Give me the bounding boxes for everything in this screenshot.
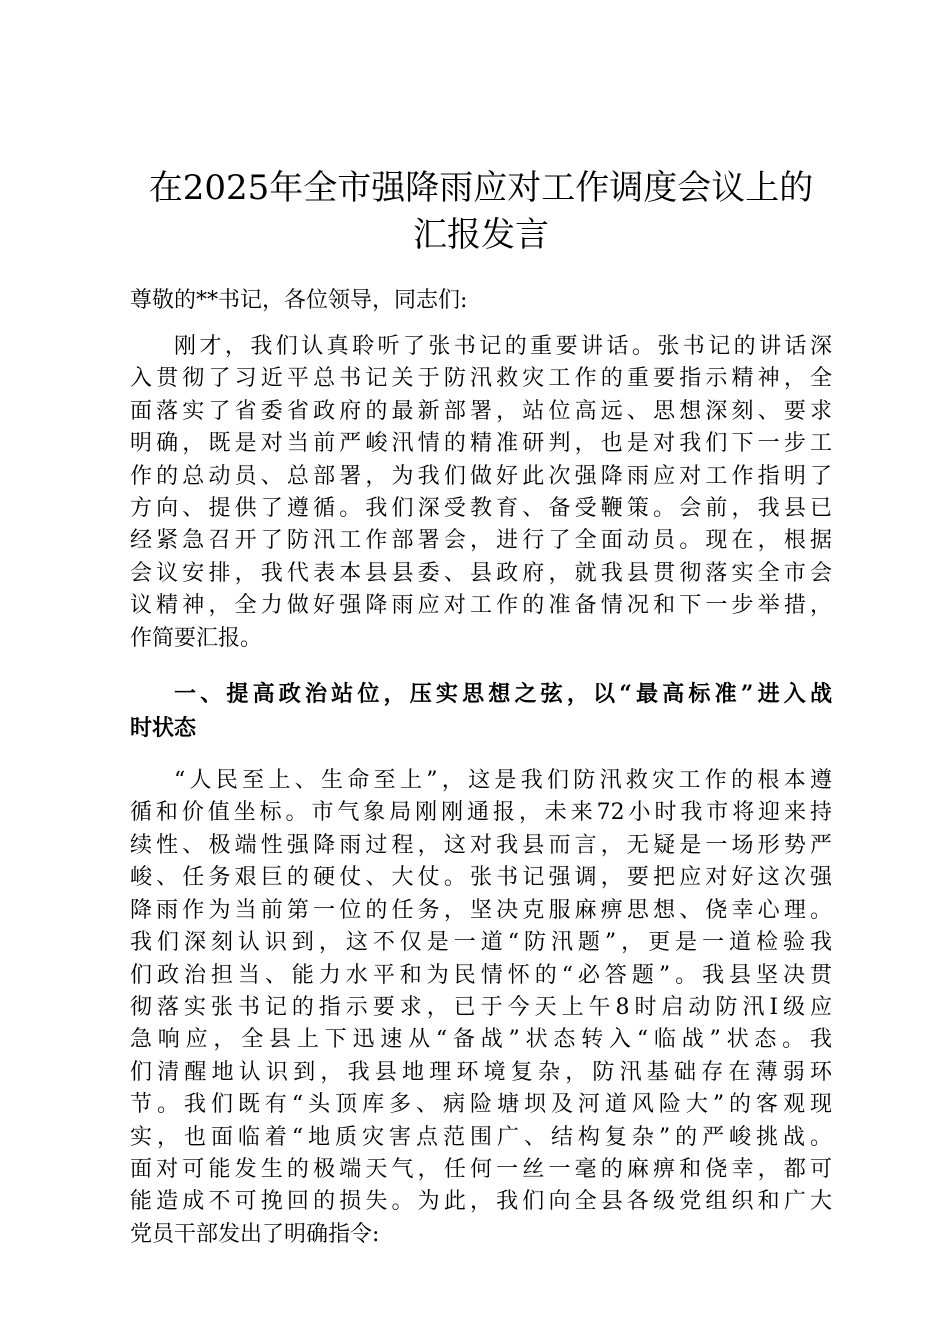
paragraph-line: 降雨作为当前第一位的任务，坚决克服麻痹思想、侥幸心理。 xyxy=(130,897,832,923)
paragraph-line: 会议安排，我代表本县县委、县政府，就我县贯彻落实全市会 xyxy=(130,560,832,586)
paragraph-line: 议精神，全力做好强降雨应对工作的准备情况和下一步举措， xyxy=(130,593,832,619)
paragraph-line: 明确，既是对当前严峻汛情的精准研判，也是对我们下一步工 xyxy=(130,431,832,457)
paragraph-line: 面落实了省委省政府的最新部署，站位高远、思想深刻、要求 xyxy=(130,398,832,424)
paragraph-line: 实，也面临着“地质灾害点范围广、结构复杂”的严峻挑战。 xyxy=(130,1124,832,1150)
paragraph-line: 党员干部发出了明确指令: xyxy=(130,1221,380,1247)
paragraph-line: 刚才，我们认真聆听了张书记的重要讲话。张书记的讲话深 xyxy=(174,334,832,359)
paragraph-line: 节。我们既有“头顶库多、病险塘坝及河道风险大”的客观现 xyxy=(130,1092,832,1118)
paragraph-line: 我们深刻认识到，这不仅是一道“防汛题”，更是一道检验我 xyxy=(130,930,832,956)
heading-line: 时状态 xyxy=(130,715,197,742)
paragraph-line: 续性、极端性强降雨过程，这对我县而言，无疑是一场形势严 xyxy=(130,832,832,858)
paragraph-intro xyxy=(130,331,832,655)
paragraph-line: 急响应，全县上下迅速从“备战”状态转入“临战”状态。我 xyxy=(130,1027,832,1053)
heading-line: 一、提高政治站位，压实思想之弦，以“最高标准”进入战 xyxy=(174,681,832,708)
paragraph-line: “人民至上、生命至上”，这是我们防汛救灾工作的根本遵 xyxy=(174,768,832,794)
paragraph-line: 作的总动员、总部署，为我们做好此次强降雨应对工作指明了 xyxy=(130,463,832,489)
paragraph-line: 作简要汇报。 xyxy=(130,625,263,651)
paragraph-line: 入贯彻了习近平总书记关于防汛救灾工作的重要指示精神，全 xyxy=(130,366,832,392)
paragraph-section-1 xyxy=(130,765,832,1251)
paragraph-line: 面对可能发生的极端天气，任何一丝一毫的麻痹和侥幸，都可 xyxy=(130,1156,832,1182)
document-title xyxy=(130,165,832,259)
title-line: 汇报发言 xyxy=(413,215,549,255)
paragraph-line: 循和价值坐标。市气象局刚刚通报，未来72小时我市将迎来持 xyxy=(130,800,832,826)
paragraph-line: 方向、提供了遵循。我们深受教育、备受鞭策。会前，我县已 xyxy=(130,496,832,522)
paragraph-line: 峻、任务艰巨的硬仗、大仗。张书记强调，要把应对好这次强 xyxy=(130,865,832,891)
paragraph-line: 们清醒地认识到，我县地理环境复杂，防汛基础存在薄弱环 xyxy=(130,1059,832,1085)
paragraph-line: 经紧急召开了防汛工作部署会，进行了全面动员。现在，根据 xyxy=(130,528,832,554)
document-page xyxy=(130,165,832,1251)
paragraph-line: 彻落实张书记的指示要求，已于今天上午8时启动防汛Ⅰ级应 xyxy=(130,994,832,1020)
paragraph-line: 能造成不可挽回的损失。为此，我们向全县各级党组织和广大 xyxy=(130,1189,832,1215)
section-heading-1 xyxy=(130,677,832,745)
title-line: 在2025年全市强降雨应对工作调度会议上的 xyxy=(148,168,814,208)
salutation: 尊敬的**书记，各位领导，同志们: xyxy=(130,288,468,313)
paragraph-line: 们政治担当、能力水平和为民情怀的“必答题”。我县坚决贯 xyxy=(130,962,832,988)
